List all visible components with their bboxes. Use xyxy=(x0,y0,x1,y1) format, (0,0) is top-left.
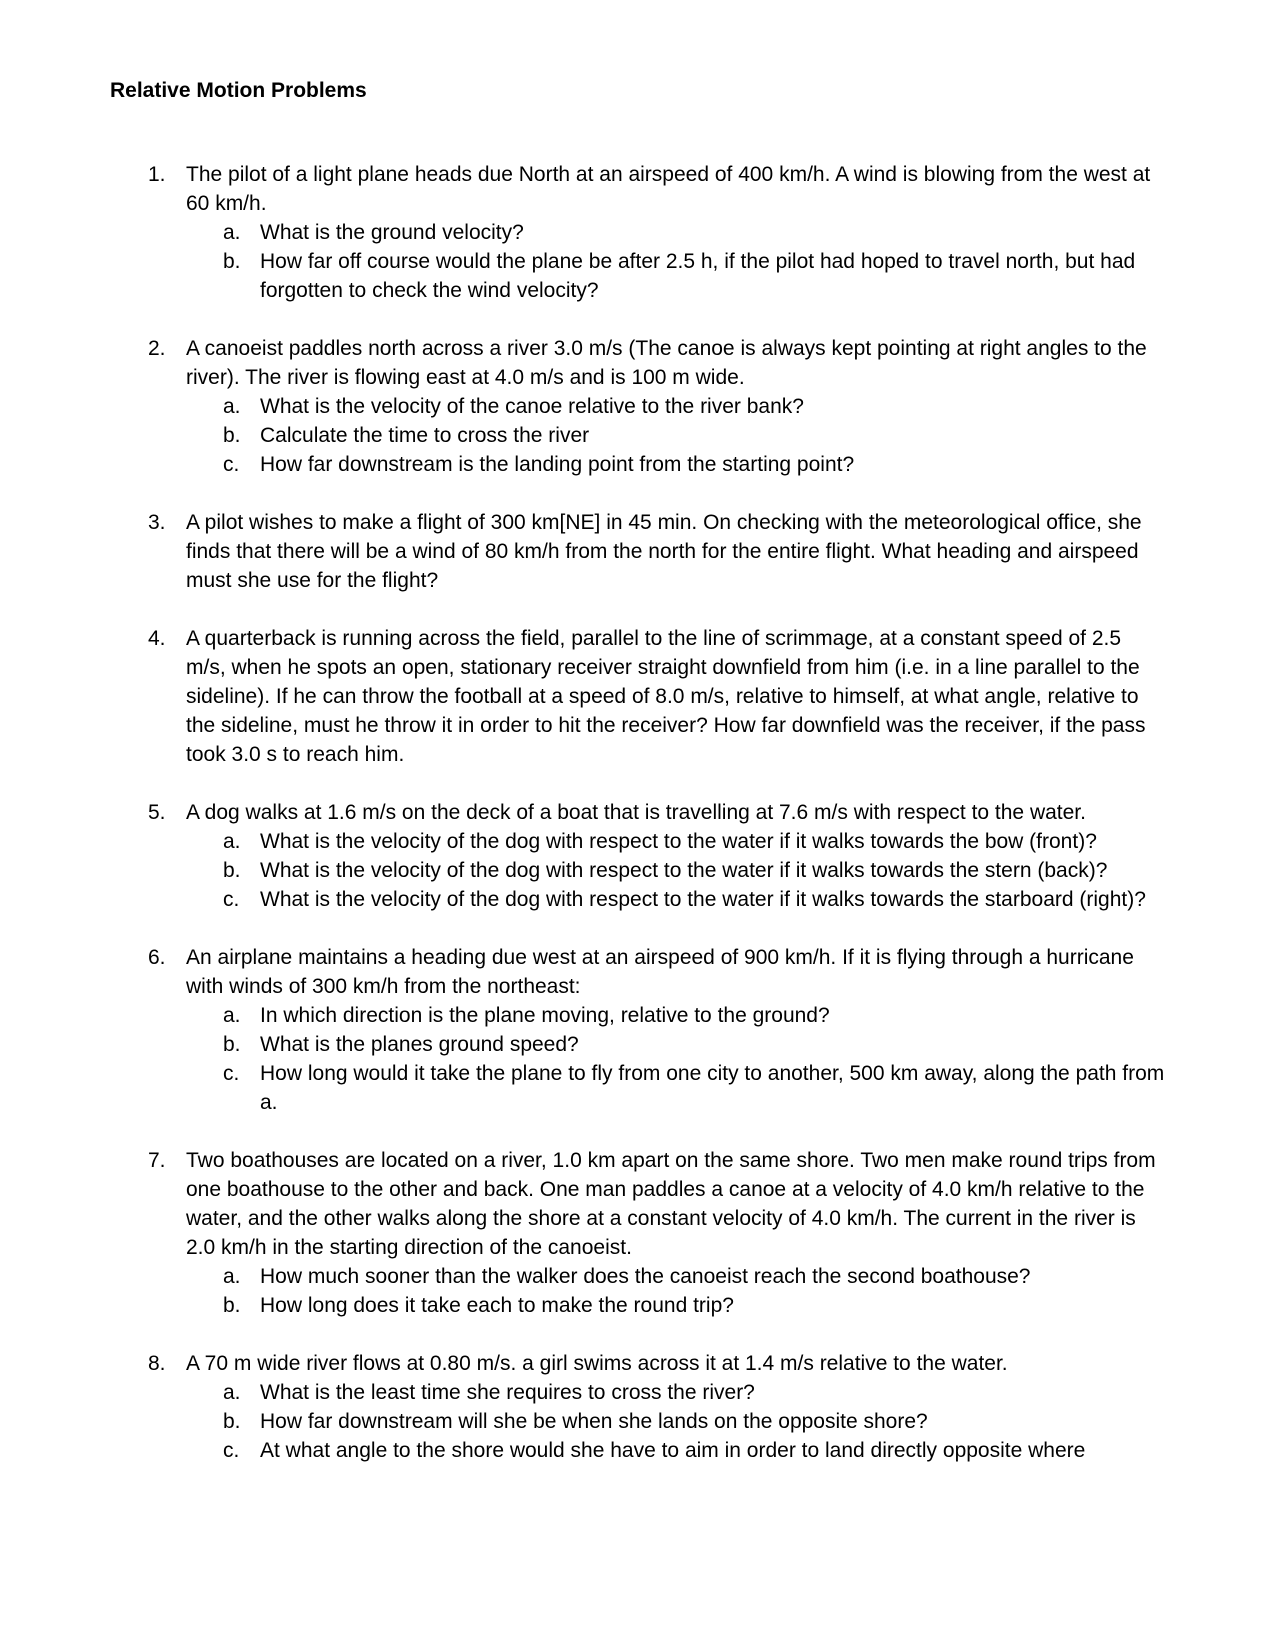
part-letter: b. xyxy=(223,1033,241,1056)
part-letter: c. xyxy=(223,453,240,476)
problem-4 xyxy=(110,624,1165,769)
problem-part xyxy=(186,392,1165,421)
problem-part xyxy=(186,1030,1165,1059)
part-text: What is the ground velocity? xyxy=(260,221,524,244)
problem-part xyxy=(186,218,1165,247)
part-text: How long does it take each to make the round trip? xyxy=(260,1294,734,1317)
part-letter: a. xyxy=(223,1381,241,1404)
problem-1 xyxy=(110,160,1165,305)
part-text: How much sooner than the walker does the canoeist reach the second boathouse? xyxy=(260,1265,1031,1288)
part-text: What is the velocity of the dog with respect to the water if it walks towards the stern (back)? xyxy=(260,859,1108,882)
problem-part xyxy=(186,421,1165,450)
part-text: In which direction is the plane moving, relative to the ground? xyxy=(260,1004,830,1027)
problem-parts xyxy=(186,218,1165,305)
part-letter: a. xyxy=(223,830,241,853)
problem-number: 4. xyxy=(148,627,166,650)
problem-number: 8. xyxy=(148,1352,166,1375)
problem-parts xyxy=(186,1001,1165,1117)
problem-part xyxy=(186,247,1165,305)
problem-parts xyxy=(186,1262,1165,1320)
problem-part xyxy=(186,885,1165,914)
problem-2 xyxy=(110,334,1165,479)
part-letter: a. xyxy=(223,1265,241,1288)
problem-text: An airplane maintains a heading due west at an airspeed of 900 km/h. If it is flying through a hurricane with winds of 300 km/h from the northeast: xyxy=(186,946,1134,998)
problem-text: A canoeist paddles north across a river 3.0 m/s (The canoe is always kept pointing at right angles to the river). The river is flowing east at 4.0 m/s and is 100 m wide. xyxy=(186,337,1147,389)
problem-number: 5. xyxy=(148,801,166,824)
part-letter: b. xyxy=(223,424,241,447)
problem-part xyxy=(186,450,1165,479)
part-text: What is the velocity of the dog with respect to the water if it walks towards the starboard (right)? xyxy=(260,888,1146,911)
problem-part xyxy=(186,827,1165,856)
problem-text: Two boathouses are located on a river, 1.0 km apart on the same shore. Two men make round trips from one boathouse to the other and back. One man paddles a canoe at a velocity of 4.0 km/h relative to the water, and the other walks along the shore at a constant velocity of 4.0 km/h. The current in the river is 2.0 km/h in the starting direction of the canoeist. xyxy=(186,1149,1156,1259)
problem-text: A pilot wishes to make a flight of 300 km[NE] in 45 min. On checking with the meteorological office, she finds that there will be a wind of 80 km/h from the north for the entire flight. What heading and airspeed must she use for the flight? xyxy=(186,511,1142,592)
part-text: How far downstream will she be when she lands on the opposite shore? xyxy=(260,1410,928,1433)
problem-list xyxy=(110,160,1165,1465)
problem-text: A 70 m wide river flows at 0.80 m/s. a girl swims across it at 1.4 m/s relative to the water. xyxy=(186,1352,1008,1375)
part-letter: a. xyxy=(223,395,241,418)
problem-number: 1. xyxy=(148,163,166,186)
part-text: How long would it take the plane to fly from one city to another, 500 km away, along the path from a. xyxy=(260,1062,1165,1114)
part-letter: c. xyxy=(223,1439,240,1462)
part-text: What is the velocity of the canoe relative to the river bank? xyxy=(260,395,804,418)
part-letter: c. xyxy=(223,888,240,911)
problem-6 xyxy=(110,943,1165,1117)
part-letter: a. xyxy=(223,1004,241,1027)
part-letter: a. xyxy=(223,221,241,244)
problem-text: A dog walks at 1.6 m/s on the deck of a boat that is travelling at 7.6 m/s with respect to the water. xyxy=(186,801,1086,824)
problem-part xyxy=(186,1436,1165,1465)
problem-part xyxy=(186,856,1165,885)
part-text: At what angle to the shore would she have to aim in order to land directly opposite where xyxy=(260,1439,1086,1462)
problem-parts xyxy=(186,1378,1165,1465)
problem-part xyxy=(186,1059,1165,1117)
part-text: What is the least time she requires to cross the river? xyxy=(260,1381,755,1404)
part-text: How far off course would the plane be after 2.5 h, if the pilot had hoped to travel north, but had forgotten to check the wind velocity? xyxy=(260,250,1136,302)
part-text: Calculate the time to cross the river xyxy=(260,424,590,447)
part-letter: c. xyxy=(223,1062,240,1085)
part-letter: b. xyxy=(223,1410,241,1433)
part-text: How far downstream is the landing point from the starting point? xyxy=(260,453,855,476)
problem-number: 7. xyxy=(148,1149,166,1172)
problem-8 xyxy=(110,1349,1165,1465)
problem-part xyxy=(186,1262,1165,1291)
page-title: Relative Motion Problems xyxy=(110,79,367,102)
problem-part xyxy=(186,1407,1165,1436)
problem-part xyxy=(186,1291,1165,1320)
part-text: What is the velocity of the dog with respect to the water if it walks towards the bow (front)? xyxy=(260,830,1097,853)
problem-text: A quarterback is running across the field, parallel to the line of scrimmage, at a constant speed of 2.5 m/s, when he spots an open, stationary receiver straight downfield from him (i.e. in a line parallel to the sideline). If he can throw the football at a speed of 8.0 m/s, relative to himself, at what angle, relative to the sideline, must he throw it in order to hit the receiver? How far downfield was the receiver, if the pass took 3.0 s to reach him. xyxy=(186,627,1146,766)
problem-number: 3. xyxy=(148,511,166,534)
problem-5 xyxy=(110,798,1165,914)
problem-parts xyxy=(186,392,1165,479)
problem-3 xyxy=(110,508,1165,595)
part-letter: b. xyxy=(223,1294,241,1317)
problem-parts xyxy=(186,827,1165,914)
problem-text: The pilot of a light plane heads due North at an airspeed of 400 km/h. A wind is blowing from the west at 60 km/h. xyxy=(186,163,1151,215)
problem-number: 6. xyxy=(148,946,166,969)
part-letter: b. xyxy=(223,859,241,882)
problem-number: 2. xyxy=(148,337,166,360)
problem-7 xyxy=(110,1146,1165,1320)
problem-part xyxy=(186,1378,1165,1407)
part-letter: b. xyxy=(223,250,241,273)
problem-part xyxy=(186,1001,1165,1030)
part-text: What is the planes ground speed? xyxy=(260,1033,579,1056)
